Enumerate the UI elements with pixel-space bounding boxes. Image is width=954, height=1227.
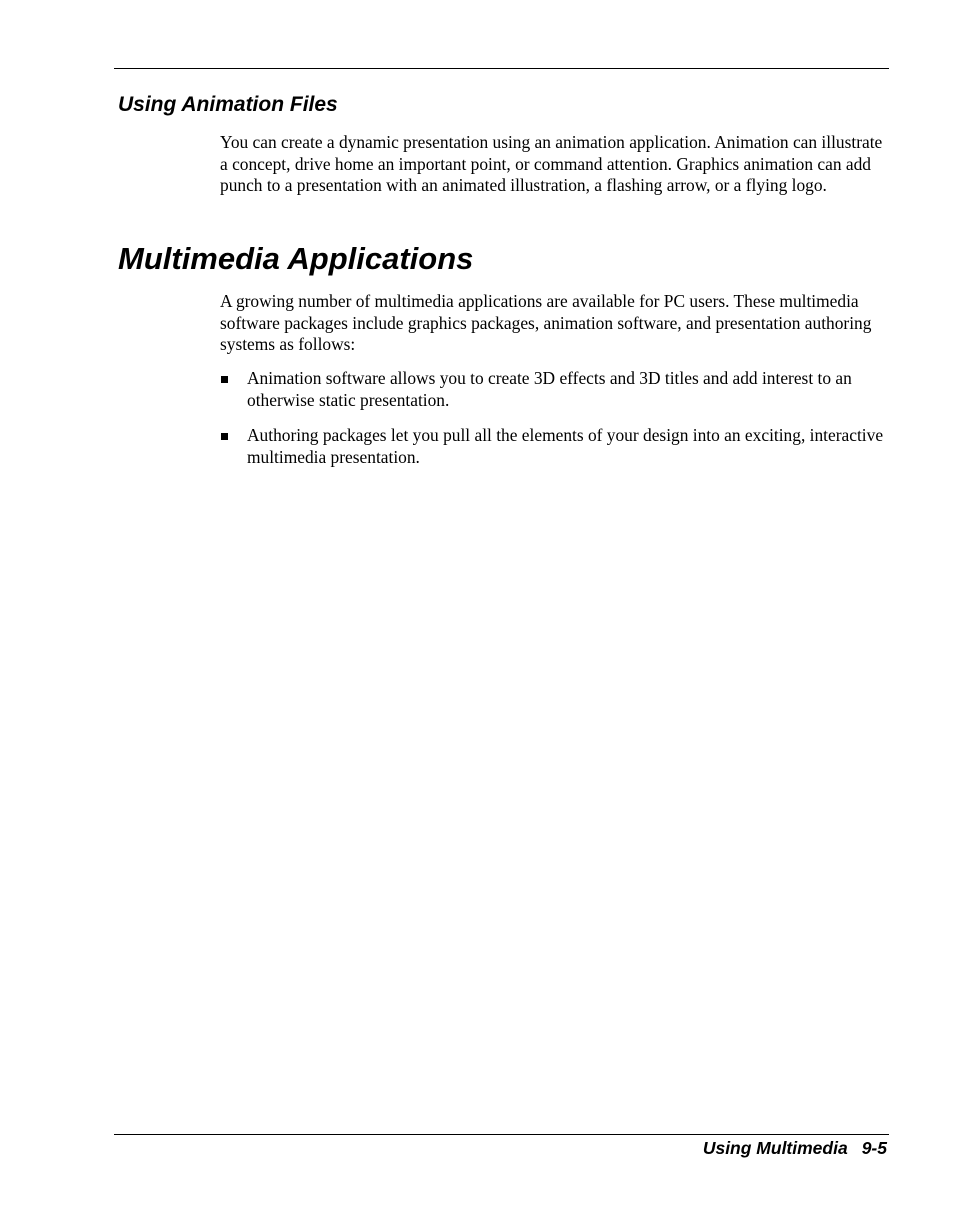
list-item-text: Authoring packages let you pull all the elements of your design into an exciting, interactive multimedia presentation. [247,425,884,467]
chapter-heading: Multimedia Applications [118,241,474,276]
square-bullet-icon [221,433,228,440]
page-number: 9-5 [861,1138,887,1158]
header-rule [114,68,889,69]
footer-chapter-title: Using Multimedia [702,1138,848,1158]
square-bullet-icon [221,376,228,383]
bullet-list [220,368,888,482]
list-item-text: Animation software allows you to create 3D effects and 3D titles and add interest to an otherwise static presentation. [247,368,852,410]
section-heading: Using Animation Files [118,93,338,116]
page-footer [703,1137,887,1159]
list-item [220,368,888,411]
chapter-paragraph: A growing number of multimedia applications are available for PC users. These multimedia software packages include graphics packages, animation software, and presentation authoring systems as follows: [220,291,872,355]
footer-rule [114,1134,889,1135]
list-item [220,425,888,468]
section-paragraph: You can create a dynamic presentation using an animation application. Animation can illustrate a concept, drive home an important point, or command attention. Graphics animation can add punch to a presentation with an animated illustration, a flashing arrow, or a flying logo. [220,132,883,196]
